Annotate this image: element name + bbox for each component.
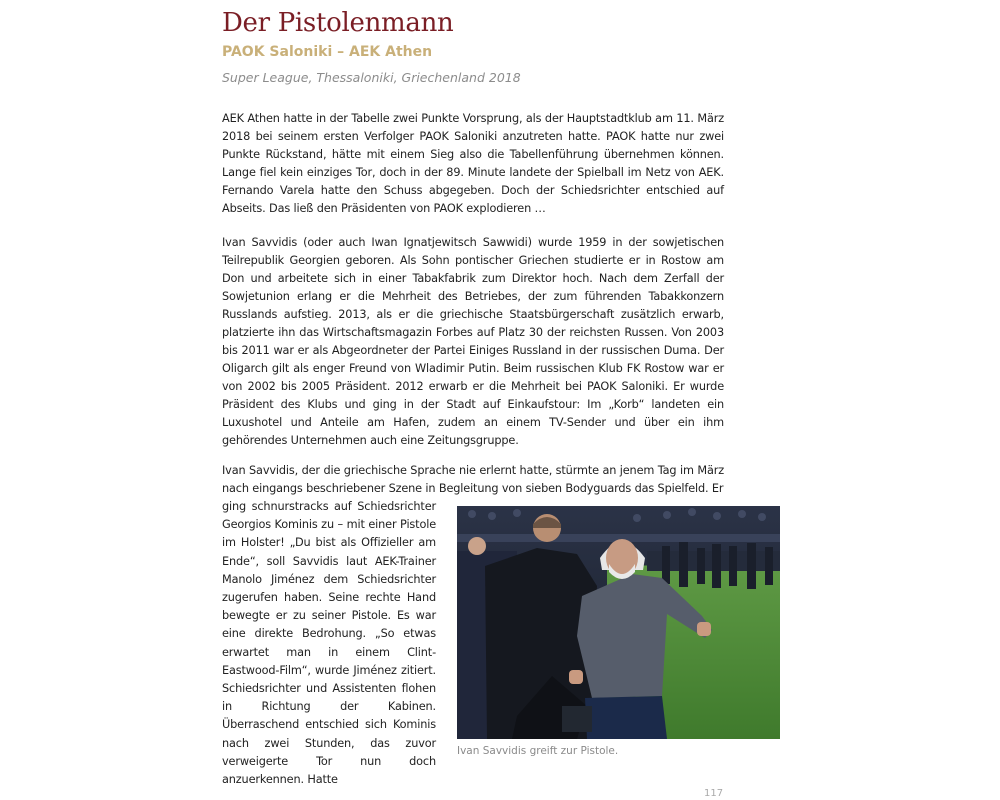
article-meta: Super League, Thessaloniki, Griechenland 2018 — [222, 70, 521, 85]
photo-savvidis-on-pitch — [457, 506, 780, 739]
page-number: 117 — [704, 788, 724, 799]
paragraph-incident: Ivan Savvidis, der die griechische Sprache nie erlernt hatte, stürmte an jenem Tag im März nach eingangs beschriebener Szene in Begleitung von sieben Bodyguards das Spielfeld. Er — [222, 464, 724, 495]
paragraph-incident-continued: ging schnurstracks auf Schiedsrichter Georgios Kominis zu – mit einer Pistole im Holster! „Du bist als Offizieller am Ende“, soll Savvidis laut AEK-Trainer Manolo Jiménez dem Schiedsrichter zugerufen haben. Seine rechte Hand bewegte er zu seiner Pistole. Es war eine direkte Bedrohung. „So etwas erwartet man in einem Clint-Eastwood-Film“, wurde Jiménez zitiert. Schiedsrichter und Assistenten flohen in Richtung der Kabinen. Überraschend entschied sich Kominis nach zwei Stunden, das zuvor verweigerte Tor nun doch anzuerkennen. Hatte — [222, 500, 436, 787]
paragraph-biography: Ivan Savvidis (oder auch Iwan Ignatjewitsch Sawwidi) wurde 1959 in der sowjetischen Teilrepublik Georgien geboren. Als Sohn pontischer Griechen studierte er in Rostow am Don und arbeitete sich in einer Tabakfabrik zum Direktor hoch. Nach dem Zerfall der Sowjetunion erlang er die Mehrheit des Betriebes, der zum führenden Tabakkonzern Russlands aufstieg. 2013, als er die griechische Staatsbürgerschaft zusätzlich erwarb, platzierte ihn das Wirtschaftsmagazin Forbes auf Platz 30 der reichsten Russen. Von 2003 bis 2011 war er als Abgeordneter der Partei Einiges Russland in der russischen Duma. Der Oligarch gilt als enger Freund von Wladimir Putin. Beim russischen Klub FK Rostow war er von 2002 bis 2005 Präsident. 2012 erwarb er die Mehrheit bei PAOK Saloniki. Er wurde Präsident des Klubs und ging in der Stadt auf Einkaufstour: Im „Korb“ landeten ein Luxushotel und Anteile am Hafen, zudem an einem TV-Sender und über ein ihm gehörendes Unternehmen auch eine Zeitungsgruppe. — [222, 236, 724, 447]
paragraph-intro: AEK Athen hatte in der Tabelle zwei Punkte Vorsprung, als der Hauptstadtklub am 11. März 2018 bei seinem ersten Verfolger PAOK Saloniki anzutreten hatte. PAOK hatte nur zwei Punkte Rückstand, hätte mit einem Sieg also die Tabellenführung übernehmen können. Lange fiel kein einziges Tor, doch in der 89. Minute landete der Spielball im Netz von AEK. Fernando Varela hatte den Schuss abgegeben. Doch der Schiedsrichter entschied auf Abseits. Das ließ den Präsidenten von PAOK explodieren … — [222, 112, 724, 215]
article-subtitle: PAOK Saloniki – AEK Athen — [222, 44, 433, 60]
photo-caption: Ivan Savvidis greift zur Pistole. — [457, 745, 619, 757]
article-title: Der Pistolenmann — [222, 8, 454, 38]
